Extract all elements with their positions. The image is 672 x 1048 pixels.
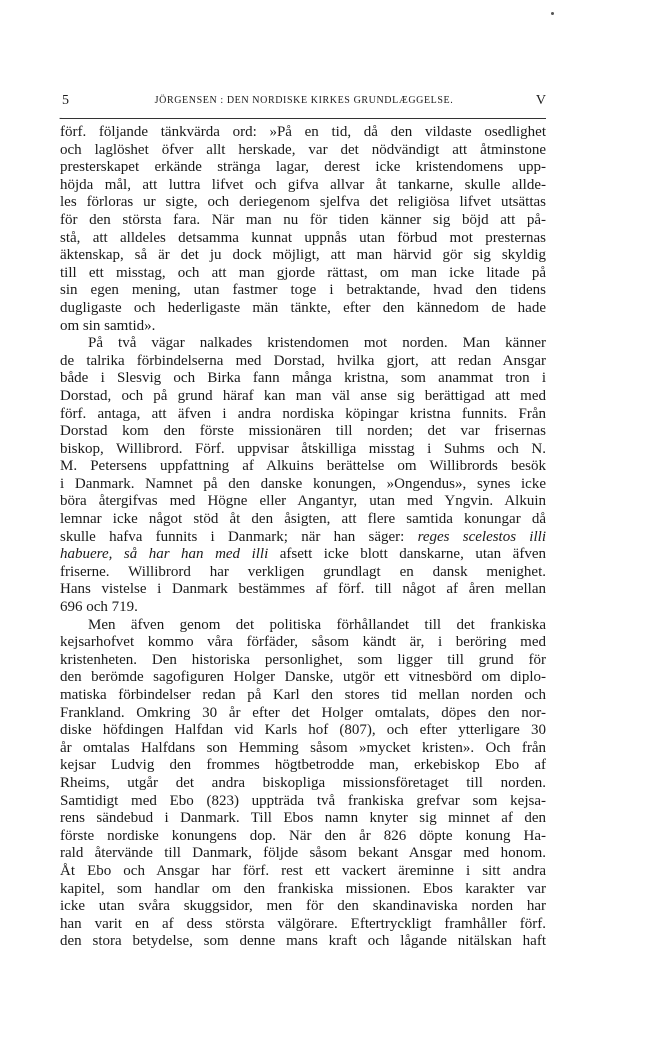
text-line: Dorstad kom den förste missionären till norden; det var frisernas <box>60 423 546 440</box>
text-line: dugligaste och hederligaste män tänkte, efter den kännedom de hade <box>60 299 546 316</box>
text-line: och laglöshet öfver allt herskade, var det nödvändigt att åtminstone <box>60 141 546 158</box>
text-line: På två vägar nalkades kristendomen mot norden. Man känner <box>88 335 546 352</box>
running-title: JÖRGENSEN : DEN NORDISKE KIRKES GRUNDLÆGGELSE. <box>154 95 454 106</box>
text-segment: skulle hafva funnits i Danmark; när han säger: <box>60 528 405 545</box>
text-line: matiska förbindelser redan på Karl den stores tid mellan norden och <box>60 687 546 703</box>
page-header <box>62 93 546 113</box>
latin-quote-end: habuere, så har han med <box>60 546 241 563</box>
text-line: friserne. Willibrord har verkligen grundlagt en dansk menighet. <box>60 563 546 580</box>
text-line: förf. antaga, att äfven i andra nordiska köpingar kristna funnits. Från <box>60 405 546 422</box>
text-line: om sin samtid». <box>60 317 156 334</box>
text-line: 696 och 719. <box>60 599 138 616</box>
text-line: Frankland. Omkring 30 år efter det Holger omtalats, döpes den nor- <box>60 704 546 721</box>
rule-tick: - <box>59 114 63 124</box>
text-segment: afsett icke blott danskarne, utan äfven <box>279 546 546 563</box>
text-line: äktenskap, så är det ju dock möjligt, att man härvid gör sig skyldig <box>60 247 546 264</box>
latin-quote: reges scelestos illi <box>417 528 546 545</box>
text-line: till ett misstag, och att man gjorde rättast, om man icke litade på <box>60 264 546 281</box>
text-line: M. Petersens uppfattning af Alkuins berättelse om Willibrords besök <box>60 458 546 475</box>
text-line: rald återvände till Danmark, följde såsom bekant Ansgar med honom. <box>60 845 546 862</box>
text-line: kejsar Ludvig den frommes högtbetrodde man, erkebiskop Ebo af <box>60 757 546 774</box>
text-line: stå, att alldeles detsamma kunnat uppnås utan förbud mot presternas <box>60 229 546 246</box>
text-line: icke utan svåra skuggsidor, men för den skandinaviska norden har <box>60 898 546 915</box>
text-line: kristenheten. Den historiska personlighet, som ligger till grund för <box>60 651 546 668</box>
text-line-with-quote <box>60 529 546 547</box>
text-line: Åt Ebo och Ansgar har förf. rest ett vackert äreminne i sitt andra <box>60 862 546 879</box>
text-line: diske höfdingen Halfdan vid Karls hof (807), och efter ytterligare 30 <box>60 722 546 739</box>
text-line: lemnar icke något stöd åt den åsigten, att flere samtida konungar då <box>60 511 546 528</box>
latin-word: illi <box>251 546 269 563</box>
text-line: les förloras ur sigte, och deriegenom sjelfva det religiösa lifvet utsättas <box>60 194 546 211</box>
text-line: biskop, Willibrord. Förf. uppvisar åtskilliga misstag i Suhms och N. <box>60 440 546 457</box>
text-line: sin egen mening, utan fastmer toge i betraktande, hvad den tidens <box>60 282 546 299</box>
text-line: den stora betydelse, som denne mans kraft och lågande nitälskan haft <box>60 933 546 950</box>
section-mark: V <box>535 93 546 108</box>
text-line: kapitel, som handlar om den frankiska missionen. Ebos karakter var <box>60 880 546 897</box>
text-line-with-quote <box>60 546 546 564</box>
body-text <box>60 124 546 951</box>
text-line: presterskapet erkände stränga lagar, derest icke kristendomens upp- <box>60 159 546 176</box>
text-line: böra återgifvas med Högne eller Angantyr, utan med Yngvin. Alkuin <box>60 493 546 510</box>
text-line: kejsarhofvet kommo våra förfäder, såsom kändt är, i beröring med <box>60 634 546 651</box>
text-line: år omtalas Halfdans son Hemming såsom »mycket kristen». Och från <box>60 739 546 756</box>
text-line: Hans vistelse i Danmark bestämmes af förf. till något af åren mellan <box>60 581 546 598</box>
text-line: för den största fara. När man nu för tiden känner sig böjd att på- <box>60 211 546 228</box>
text-line: Men äfven genom det politiska förhållandet till det frankiska <box>88 616 546 633</box>
text-line: både i Slesvig och Birka fann många kristna, som anammat tron i <box>60 370 546 387</box>
text-line: han varit en af dess största välgörare. Eftertryckligt framhåller förf. <box>60 915 546 932</box>
page-number: 5 <box>62 93 69 108</box>
page-speck <box>551 12 554 15</box>
text-line: Rheims, utgår det andra biskopliga missionsföretaget till norden. <box>60 774 546 791</box>
text-line: den berömde sagofiguren Holger Danske, utgör ett vitnesbörd om diplo- <box>60 669 546 686</box>
text-line: Samtidigt med Ebo (823) uppträda två frankiska grefvar som kejsa- <box>60 792 546 809</box>
text-line: Dorstad, och på grund häraf kan man väl anse sig berättigad att med <box>60 387 546 404</box>
text-line: i Danmark. Namnet på den danske konungen, »Ongendus», synes icke <box>60 475 546 492</box>
text-line: de talrika förbindelserna med Dorstad, hvilka gjort, att redan Ansgar <box>60 352 546 369</box>
text-line: förste nordiske konungens dop. När den år 826 döpte konung Ha- <box>60 827 546 844</box>
text-line: förf. följande tänkvärda ord: »På en tid, då den vildaste osedlighet <box>60 124 546 140</box>
text-line: höjda mål, att luttra lifvet och gifva allvar åt tankarne, skulle allde- <box>60 176 546 193</box>
header-rule <box>60 118 546 119</box>
text-line: rens sändebud i Danmark. Till Ebos namn knyter sig minnet af den <box>60 810 546 827</box>
